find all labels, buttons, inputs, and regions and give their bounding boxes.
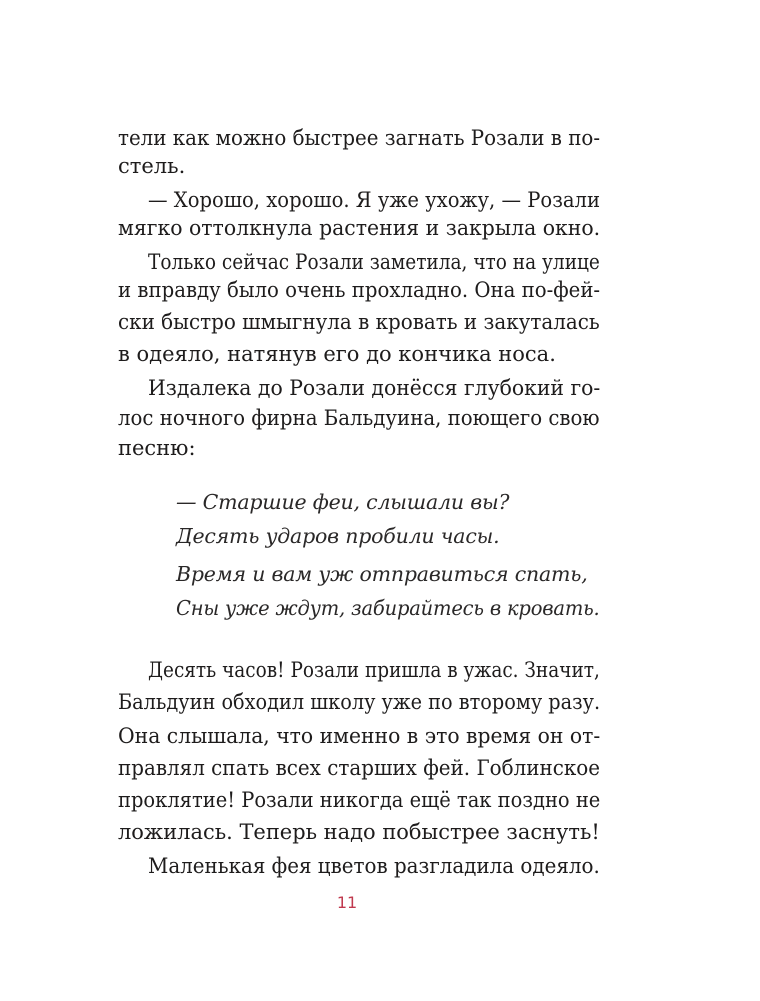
text-line: песню: bbox=[118, 436, 196, 460]
text-line: Маленькая фея цветов разгладила одеяло. bbox=[148, 854, 600, 878]
text-line: проклятие! Розали никогда ещё так поздно не bbox=[118, 788, 601, 812]
text-line: стель. bbox=[118, 154, 186, 178]
verse-line: Сны уже ждут, забирайтесь в кровать. bbox=[176, 596, 600, 620]
text-line: — Хорошо, хорошо. Я уже ухожу, — Розали bbox=[148, 188, 601, 212]
text-line: Она слышала, что именно в это время он от- bbox=[118, 724, 601, 748]
text-line: мягко оттолкнула растения и закрыла окно. bbox=[118, 216, 601, 240]
text-line: Издалека до Розали донёсся глубокий го- bbox=[148, 376, 601, 400]
text-line: Только сейчас Розали заметила, что на улице bbox=[148, 250, 600, 274]
verse-line: Десять ударов пробили часы. bbox=[176, 524, 500, 548]
text-line: Десять часов! Розали пришла в ужас. Значит, bbox=[148, 658, 600, 682]
page-number: 11 bbox=[336, 893, 358, 912]
text-line: тели как можно быстрее загнать Розали в по- bbox=[118, 126, 601, 150]
text-line: лос ночного фирна Бальдуина, поющего свою bbox=[118, 406, 600, 430]
text-line: в одеяло, натянув его до кончика носа. bbox=[118, 342, 556, 366]
text-line: ски быстро шмыгнула в кровать и закуталась bbox=[118, 310, 600, 334]
text-line: и вправду было очень прохладно. Она по-фей- bbox=[118, 278, 601, 302]
text-line: правлял спать всех старших фей. Гоблинское bbox=[118, 756, 601, 780]
verse-line: — Старшие феи, слышали вы? bbox=[176, 490, 510, 514]
verse-line: Время и вам уж отправиться спать, bbox=[176, 562, 588, 586]
text-line: Бальдуин обходил школу уже по второму разу. bbox=[118, 690, 601, 714]
text-line: ложилась. Теперь надо побыстрее заснуть! bbox=[118, 820, 600, 844]
